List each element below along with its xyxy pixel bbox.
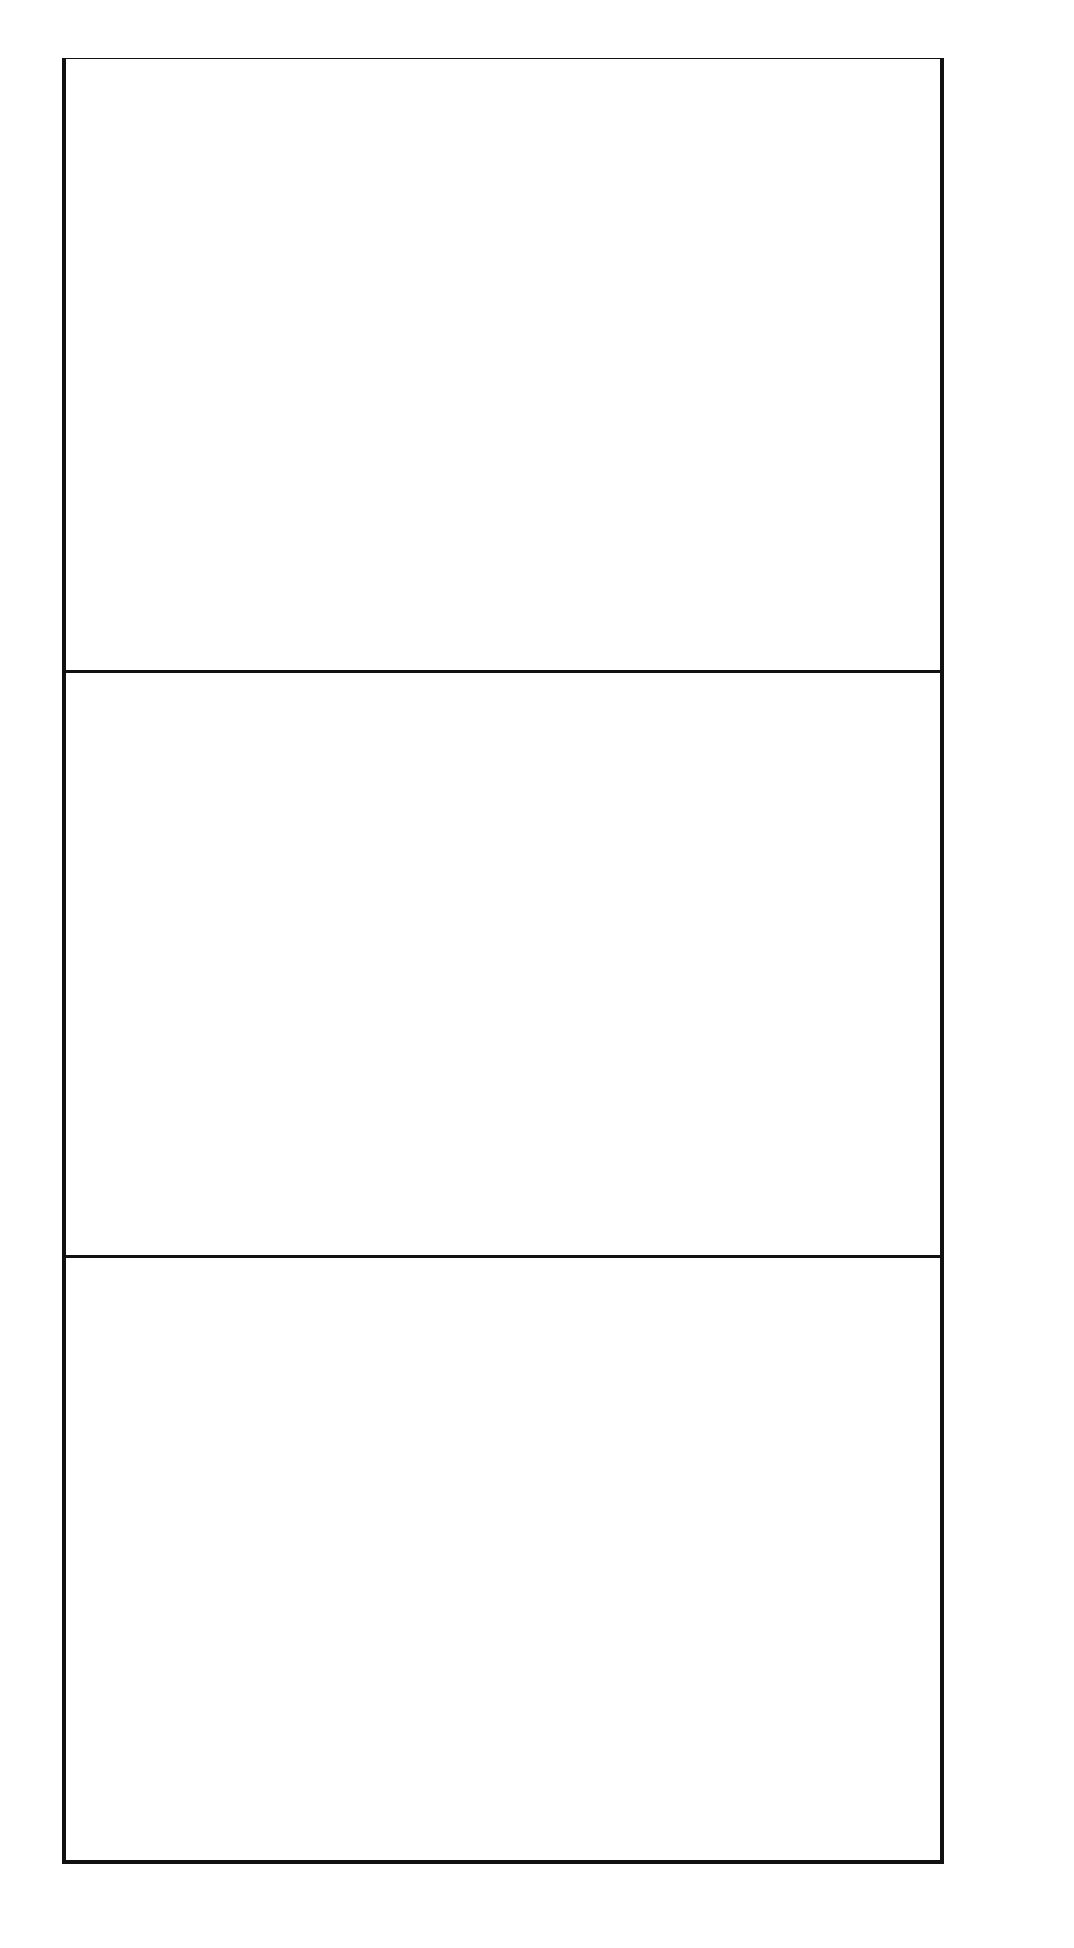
middle-entries: [82, 684, 938, 1244]
bottom-entries: [82, 1268, 938, 1848]
section-divider-top: [62, 670, 944, 673]
top-entries: [82, 78, 938, 658]
section-divider-bottom: [62, 1255, 944, 1258]
